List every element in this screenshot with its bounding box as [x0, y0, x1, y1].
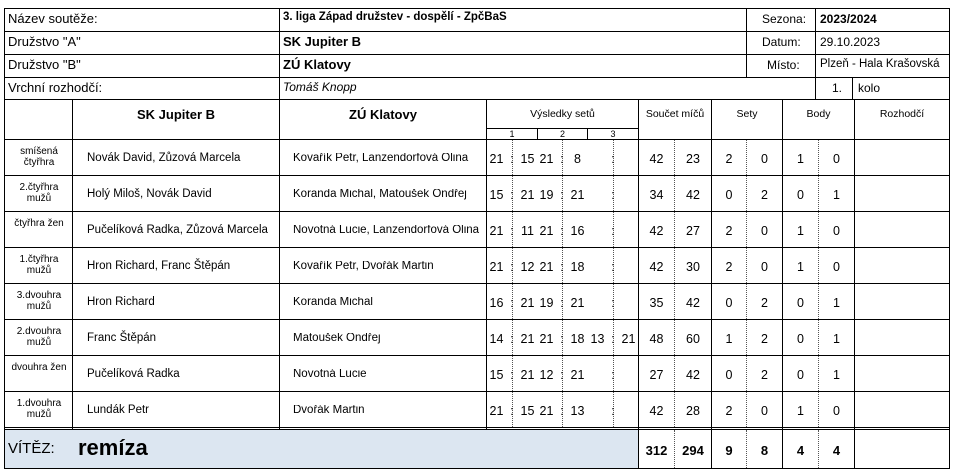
set-number-2: 2: [559, 129, 565, 139]
points-sum-b: 42: [686, 296, 700, 310]
set-score-colon: :: [510, 224, 514, 238]
match-points-a: 0: [797, 332, 804, 346]
players-team-b: Novotná Lucie, Lanzendorfová Olina: [293, 225, 480, 236]
column-sets: Sety: [736, 108, 758, 120]
points-sum-a: 27: [649, 368, 664, 382]
players-team-b: Matoušek Ondřej: [293, 333, 381, 344]
sets-won-a: 2: [725, 404, 733, 418]
match-points-a: 0: [797, 296, 804, 310]
sets-won-a: 2: [725, 152, 733, 166]
players-team-a: Hron Richard: [87, 296, 155, 308]
players-team-a: Pučelíková Radka, Zůzová Marcela: [87, 224, 268, 236]
column-points-sum: Součet míčů: [645, 108, 705, 120]
team-b-label: Družstvo "B": [8, 57, 81, 72]
set-score-colon: :: [560, 368, 564, 382]
points-sum-b: 60: [686, 332, 700, 346]
winner-label: VÍTĚZ:: [8, 440, 55, 457]
set-score-b: 21: [520, 296, 535, 310]
set-score-a: 16: [489, 296, 504, 310]
set-score-b: 18: [570, 332, 585, 346]
set-score-colon: :: [560, 152, 564, 166]
match-points-b: 0: [833, 260, 840, 274]
set-score-a: 15: [489, 188, 504, 202]
team-b-name: ZÚ Klatovy: [283, 57, 351, 72]
points-sum-b: 30: [686, 260, 700, 274]
set-score-b: 21: [570, 368, 585, 382]
sets-won-a: 0: [725, 368, 733, 382]
row-divider: [4, 175, 950, 176]
season-label: Sezona:: [762, 12, 807, 26]
set-score-b: 15: [520, 404, 535, 418]
set-score-b: 15: [520, 152, 535, 166]
total-points-a: 4: [796, 443, 805, 458]
sets-won-b: 0: [761, 224, 768, 238]
points-sum-b: 27: [686, 224, 700, 238]
set-score-colon: :: [510, 260, 514, 274]
set-score-a: 21: [539, 224, 554, 238]
referee-label: Vrchní rozhodčí:: [8, 80, 103, 95]
row-divider: [4, 211, 950, 212]
set-score-a: 21: [489, 260, 504, 274]
set-score-a: 21: [489, 224, 504, 238]
column-team-b: ZÚ Klatovy: [349, 107, 417, 122]
competition-label: Název soutěže:: [8, 11, 98, 26]
match-points-b: 0: [833, 224, 840, 238]
team-a-name: SK Jupiter B: [283, 34, 362, 49]
set-score-a: 15: [489, 368, 504, 382]
competition-name: 3. liga Západ družstev - dospělí - ZpčBaS: [283, 11, 507, 23]
match-points-a: 0: [797, 368, 804, 382]
set-score-b: 21: [621, 332, 636, 346]
points-sum-a: 42: [649, 404, 664, 418]
points-sum-a: 48: [649, 332, 664, 346]
players-team-a: Franc Štěpán: [87, 332, 157, 344]
players-team-a: Holý Miloš, Novák David: [87, 188, 212, 200]
sets-won-a: 2: [725, 224, 733, 238]
points-sum-b: 23: [686, 152, 700, 166]
set-score-a: 21: [539, 152, 554, 166]
match-points-a: 0: [797, 188, 804, 202]
points-sum-b: 42: [686, 188, 700, 202]
set-score-colon: :: [510, 152, 514, 166]
row-divider: [4, 391, 950, 392]
match-points-b: 1: [833, 368, 840, 382]
points-sum-b: 42: [686, 368, 700, 382]
set-score-a: 13: [590, 332, 605, 346]
total-sets-a: 9: [725, 443, 733, 458]
column-points: Body: [806, 108, 831, 120]
match-points-b: 1: [833, 188, 840, 202]
set-score-a: 19: [539, 296, 554, 310]
sets-won-a: 1: [725, 332, 733, 346]
place-label: Místo:: [767, 58, 800, 72]
set-score-b: 18: [570, 260, 585, 274]
sets-won-b: 0: [761, 404, 768, 418]
set-score-colon: :: [560, 296, 564, 310]
sets-won-b: 0: [761, 260, 768, 274]
set-score-colon: :: [560, 332, 564, 346]
set-score-colon: :: [510, 296, 514, 310]
set-score-colon: :: [560, 188, 564, 202]
column-team-a: SK Jupiter B: [136, 107, 215, 122]
sets-won-a: 0: [725, 296, 733, 310]
row-divider: [4, 319, 950, 320]
column-set-results: Výsledky setů: [530, 108, 595, 120]
set-score-colon: :: [611, 296, 615, 310]
match-points-a: 1: [797, 260, 804, 274]
players-team-a: Lundák Petr: [87, 404, 150, 416]
round-label: kolo: [858, 81, 881, 95]
set-score-colon: :: [560, 224, 564, 238]
sets-won-b: 2: [761, 296, 768, 310]
set-score-a: 14: [489, 332, 504, 346]
match-category: čtyřhra žen: [14, 218, 64, 229]
players-team-b: Dvořák Martin: [293, 405, 365, 416]
match-category: smíšená čtyřhra: [20, 146, 58, 168]
set-score-b: 21: [570, 296, 585, 310]
set-score-colon: :: [560, 260, 564, 274]
set-score-a: 21: [489, 152, 504, 166]
players-team-a: Pučelíková Radka: [87, 368, 180, 380]
place-value: Plzeň - Hala Krašovská: [820, 58, 940, 70]
team-a-label: Družstvo "A": [8, 34, 81, 49]
match-points-b: 1: [833, 296, 840, 310]
season-value: 2023/2024: [820, 12, 877, 26]
players-team-b: Koranda Michal: [293, 297, 373, 308]
set-score-b: 11: [521, 224, 534, 238]
match-points-b: 1: [833, 332, 840, 346]
players-team-b: Kovařík Petr, Dvořák Martin: [293, 261, 434, 272]
match-points-a: 1: [797, 404, 804, 418]
set-score-b: 12: [520, 260, 535, 274]
date-value: 29.10.2023: [820, 35, 881, 49]
set-score-colon: :: [611, 260, 615, 274]
set-score-colon: :: [510, 404, 514, 418]
referee-value: Tomáš Knopp: [283, 80, 357, 94]
set-score-b: 21: [570, 188, 585, 202]
set-number-1: 1: [509, 129, 515, 139]
points-sum-a: 42: [649, 260, 664, 274]
set-score-a: 21: [539, 404, 554, 418]
set-score-a: 21: [489, 404, 504, 418]
total-sum-b: 294: [682, 443, 704, 458]
match-category: 1.čtyřhra mužů: [19, 254, 59, 276]
set-score-colon: :: [611, 404, 615, 418]
points-sum-a: 35: [649, 296, 664, 310]
set-score-colon: :: [611, 152, 615, 166]
sets-won-b: 2: [761, 188, 768, 202]
row-divider: [4, 247, 950, 248]
set-score-a: 21: [539, 260, 554, 274]
match-category: 2.dvouhra mužů: [16, 326, 62, 348]
sets-won-b: 2: [761, 332, 768, 346]
set-score-colon: :: [510, 332, 514, 346]
players-team-b: Novotná Lucie: [293, 369, 367, 380]
set-score-b: 21: [520, 332, 535, 346]
match-category: 2.čtyřhra mužů: [19, 182, 59, 204]
set-score-colon: :: [510, 188, 514, 202]
set-score-a: 21: [539, 332, 554, 346]
column-referee: Rozhodčí: [879, 108, 925, 120]
match-category: 1.dvouhra mužů: [16, 398, 62, 420]
set-score-a: 19: [539, 188, 554, 202]
total-sum-a: 312: [645, 443, 668, 458]
set-number-3: 3: [610, 129, 616, 139]
sets-won-b: 0: [761, 152, 768, 166]
sets-won-a: 2: [725, 260, 733, 274]
set-score-colon: :: [560, 404, 564, 418]
match-category: 3.dvouhra mužů: [16, 290, 62, 312]
winner-value: remíza: [78, 435, 148, 460]
date-label: Datum:: [762, 35, 801, 49]
row-divider: [4, 355, 950, 356]
points-sum-a: 42: [649, 152, 664, 166]
players-team-a: Hron Richard, Franc Štěpán: [87, 260, 231, 272]
set-score-colon: :: [611, 224, 615, 238]
set-score-b: 21: [520, 188, 535, 202]
points-sum-a: 42: [649, 224, 664, 238]
round-number: 1.: [832, 81, 843, 95]
set-score-a: 12: [539, 368, 554, 382]
set-score-colon: :: [611, 188, 615, 202]
players-team-b: Kovařík Petr, Lanzendorfová Olina: [293, 153, 469, 164]
set-score-colon: :: [611, 368, 615, 382]
points-sum-a: 34: [649, 188, 664, 202]
players-team-b: Koranda Michal, Matoušek Ondřej: [293, 189, 467, 200]
row-divider: [4, 427, 950, 428]
match-category: dvouhra žen: [11, 362, 67, 373]
match-points-a: 1: [797, 224, 804, 238]
set-score-b: 13: [570, 404, 585, 418]
total-points-b: 4: [832, 443, 841, 458]
sets-won-b: 2: [761, 368, 768, 382]
match-points-b: 0: [833, 404, 840, 418]
players-team-a: Novák David, Zůzová Marcela: [87, 152, 241, 164]
set-score-colon: :: [611, 332, 615, 346]
set-score-colon: :: [510, 368, 514, 382]
match-points-a: 1: [797, 152, 804, 166]
row-divider: [4, 283, 950, 284]
sets-won-a: 0: [725, 188, 733, 202]
set-score-b: 8: [574, 152, 581, 166]
set-score-b: 21: [520, 368, 535, 382]
set-score-b: 16: [570, 224, 585, 238]
total-sets-b: 8: [760, 443, 769, 458]
points-sum-b: 28: [686, 404, 700, 418]
match-points-b: 0: [833, 152, 840, 166]
